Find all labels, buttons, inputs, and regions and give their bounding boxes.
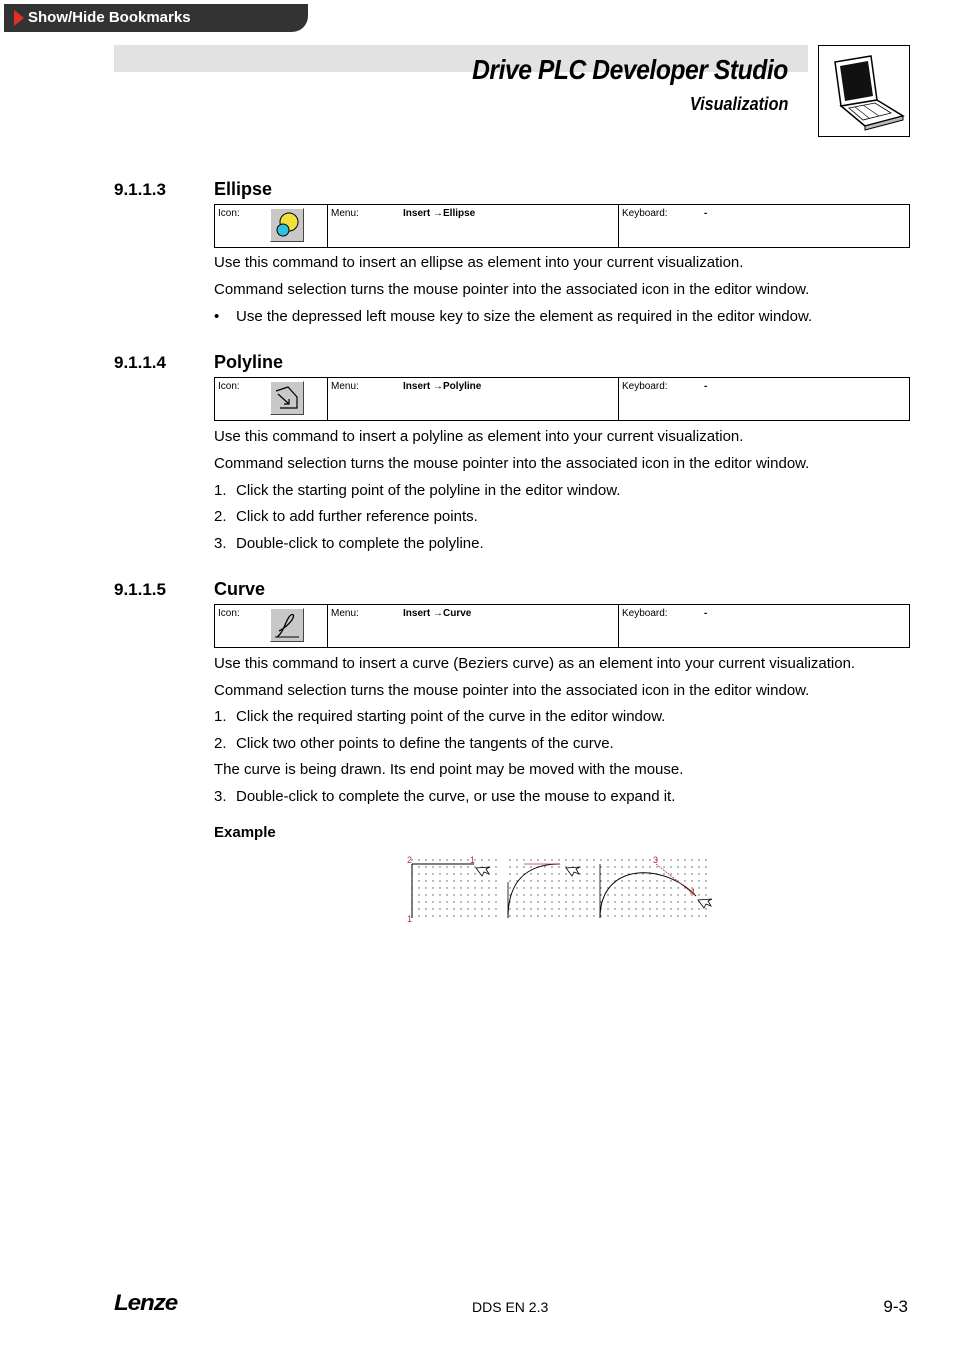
curve-step-panel <box>600 855 712 920</box>
command-table <box>214 204 910 248</box>
bullet-mark: • <box>214 308 220 325</box>
arrow-right-icon <box>14 10 24 26</box>
keyboard-label: Keyboard: <box>622 608 668 619</box>
list-item-text: Double-click to complete the curve, or use the mouse to expand it. <box>236 788 676 805</box>
list-item <box>214 508 908 526</box>
section-title: Polyline <box>214 352 284 372</box>
document-id: DDS EN 2.3 <box>472 1299 549 1315</box>
point-label: 2 <box>407 855 413 865</box>
icon-label: Icon: <box>218 608 240 619</box>
list-item <box>214 308 908 326</box>
point-label: 1 <box>407 914 413 924</box>
paragraph: Command selection turns the mouse pointer into the associated icon in the editor window. <box>214 455 810 472</box>
step-number: 2. <box>214 508 227 525</box>
section-number: 9.1.1.4 <box>114 353 166 372</box>
icon-label: Icon: <box>218 208 240 219</box>
paragraph: Command selection turns the mouse pointer into the associated icon in the editor window. <box>214 281 810 298</box>
menu-label: Menu: <box>331 608 359 619</box>
menu-path: Insert →Ellipse <box>403 208 476 219</box>
step-number: 3. <box>214 788 227 805</box>
paragraph: The curve is being drawn. Its end point may be moved with the mouse. <box>214 761 684 778</box>
icon-label: Icon: <box>218 381 240 392</box>
list-item-text: Double-click to complete the polyline. <box>236 535 484 552</box>
keyboard-label: Keyboard: <box>622 381 668 392</box>
example-heading: Example <box>214 824 276 841</box>
menu-path: Insert →Polyline <box>403 381 482 392</box>
list-item-text: Click two other points to define the tangents of the curve. <box>236 735 614 752</box>
list-item-text: Use the depressed left mouse key to size the element as required in the editor window. <box>236 308 813 325</box>
section-number: 9.1.1.5 <box>114 580 166 599</box>
section-number: 9.1.1.3 <box>114 180 166 199</box>
step-number: 1. <box>214 708 227 725</box>
step-number: 3. <box>214 535 227 552</box>
keyboard-shortcut: - <box>704 381 708 392</box>
step-number: 1. <box>214 482 227 499</box>
curve-example-figure <box>404 852 714 924</box>
curve-step-panel <box>504 858 596 920</box>
menu-label: Menu: <box>331 381 359 392</box>
point-label: 1 <box>470 855 476 865</box>
section-title: Ellipse <box>214 179 273 199</box>
command-table <box>214 377 910 421</box>
keyboard-label: Keyboard: <box>622 208 668 219</box>
keyboard-shortcut: - <box>704 208 708 219</box>
curve-step-panel <box>407 855 500 924</box>
page-subtitle: Visualization <box>689 94 788 114</box>
list-item-text: Click the starting point of the polyline in the editor window. <box>236 482 621 499</box>
list-item <box>214 735 908 753</box>
list-item-text: Click the required starting point of the curve in the editor window. <box>236 708 666 725</box>
list-item <box>214 482 908 500</box>
ellipse-tool-icon <box>270 208 304 242</box>
page-title: Drive PLC Developer Studio <box>472 54 788 85</box>
step-number: 2. <box>214 735 227 752</box>
keyboard-shortcut: - <box>704 608 708 619</box>
paragraph: Use this command to insert a polyline as element into your current visualization. <box>214 428 744 445</box>
paragraph: Use this command to insert an ellipse as element into your current visualization. <box>214 254 744 271</box>
lenze-logo: Lenze <box>114 1290 178 1315</box>
command-table <box>214 604 910 648</box>
point-label: 4 <box>690 887 696 897</box>
list-item <box>214 535 908 553</box>
curve-tool-icon <box>270 608 304 642</box>
paragraph: Use this command to insert a curve (Beziers curve) as an element into your current visualization. <box>214 655 856 672</box>
list-item-text: Click to add further reference points. <box>236 508 478 525</box>
list-item <box>214 708 908 726</box>
paragraph: Command selection turns the mouse pointer into the associated icon in the editor window. <box>214 682 810 699</box>
page-number: 9-3 <box>883 1297 908 1316</box>
point-label: 3 <box>653 855 659 865</box>
list-item <box>214 788 908 806</box>
menu-path: Insert →Curve <box>403 608 472 619</box>
menu-label: Menu: <box>331 208 359 219</box>
polyline-tool-icon <box>270 381 304 415</box>
section-title: Curve <box>214 579 266 599</box>
bookmarks-label: Show/Hide Bookmarks <box>28 9 191 26</box>
show-hide-bookmarks-button[interactable] <box>4 4 308 32</box>
laptop-icon <box>818 45 910 137</box>
